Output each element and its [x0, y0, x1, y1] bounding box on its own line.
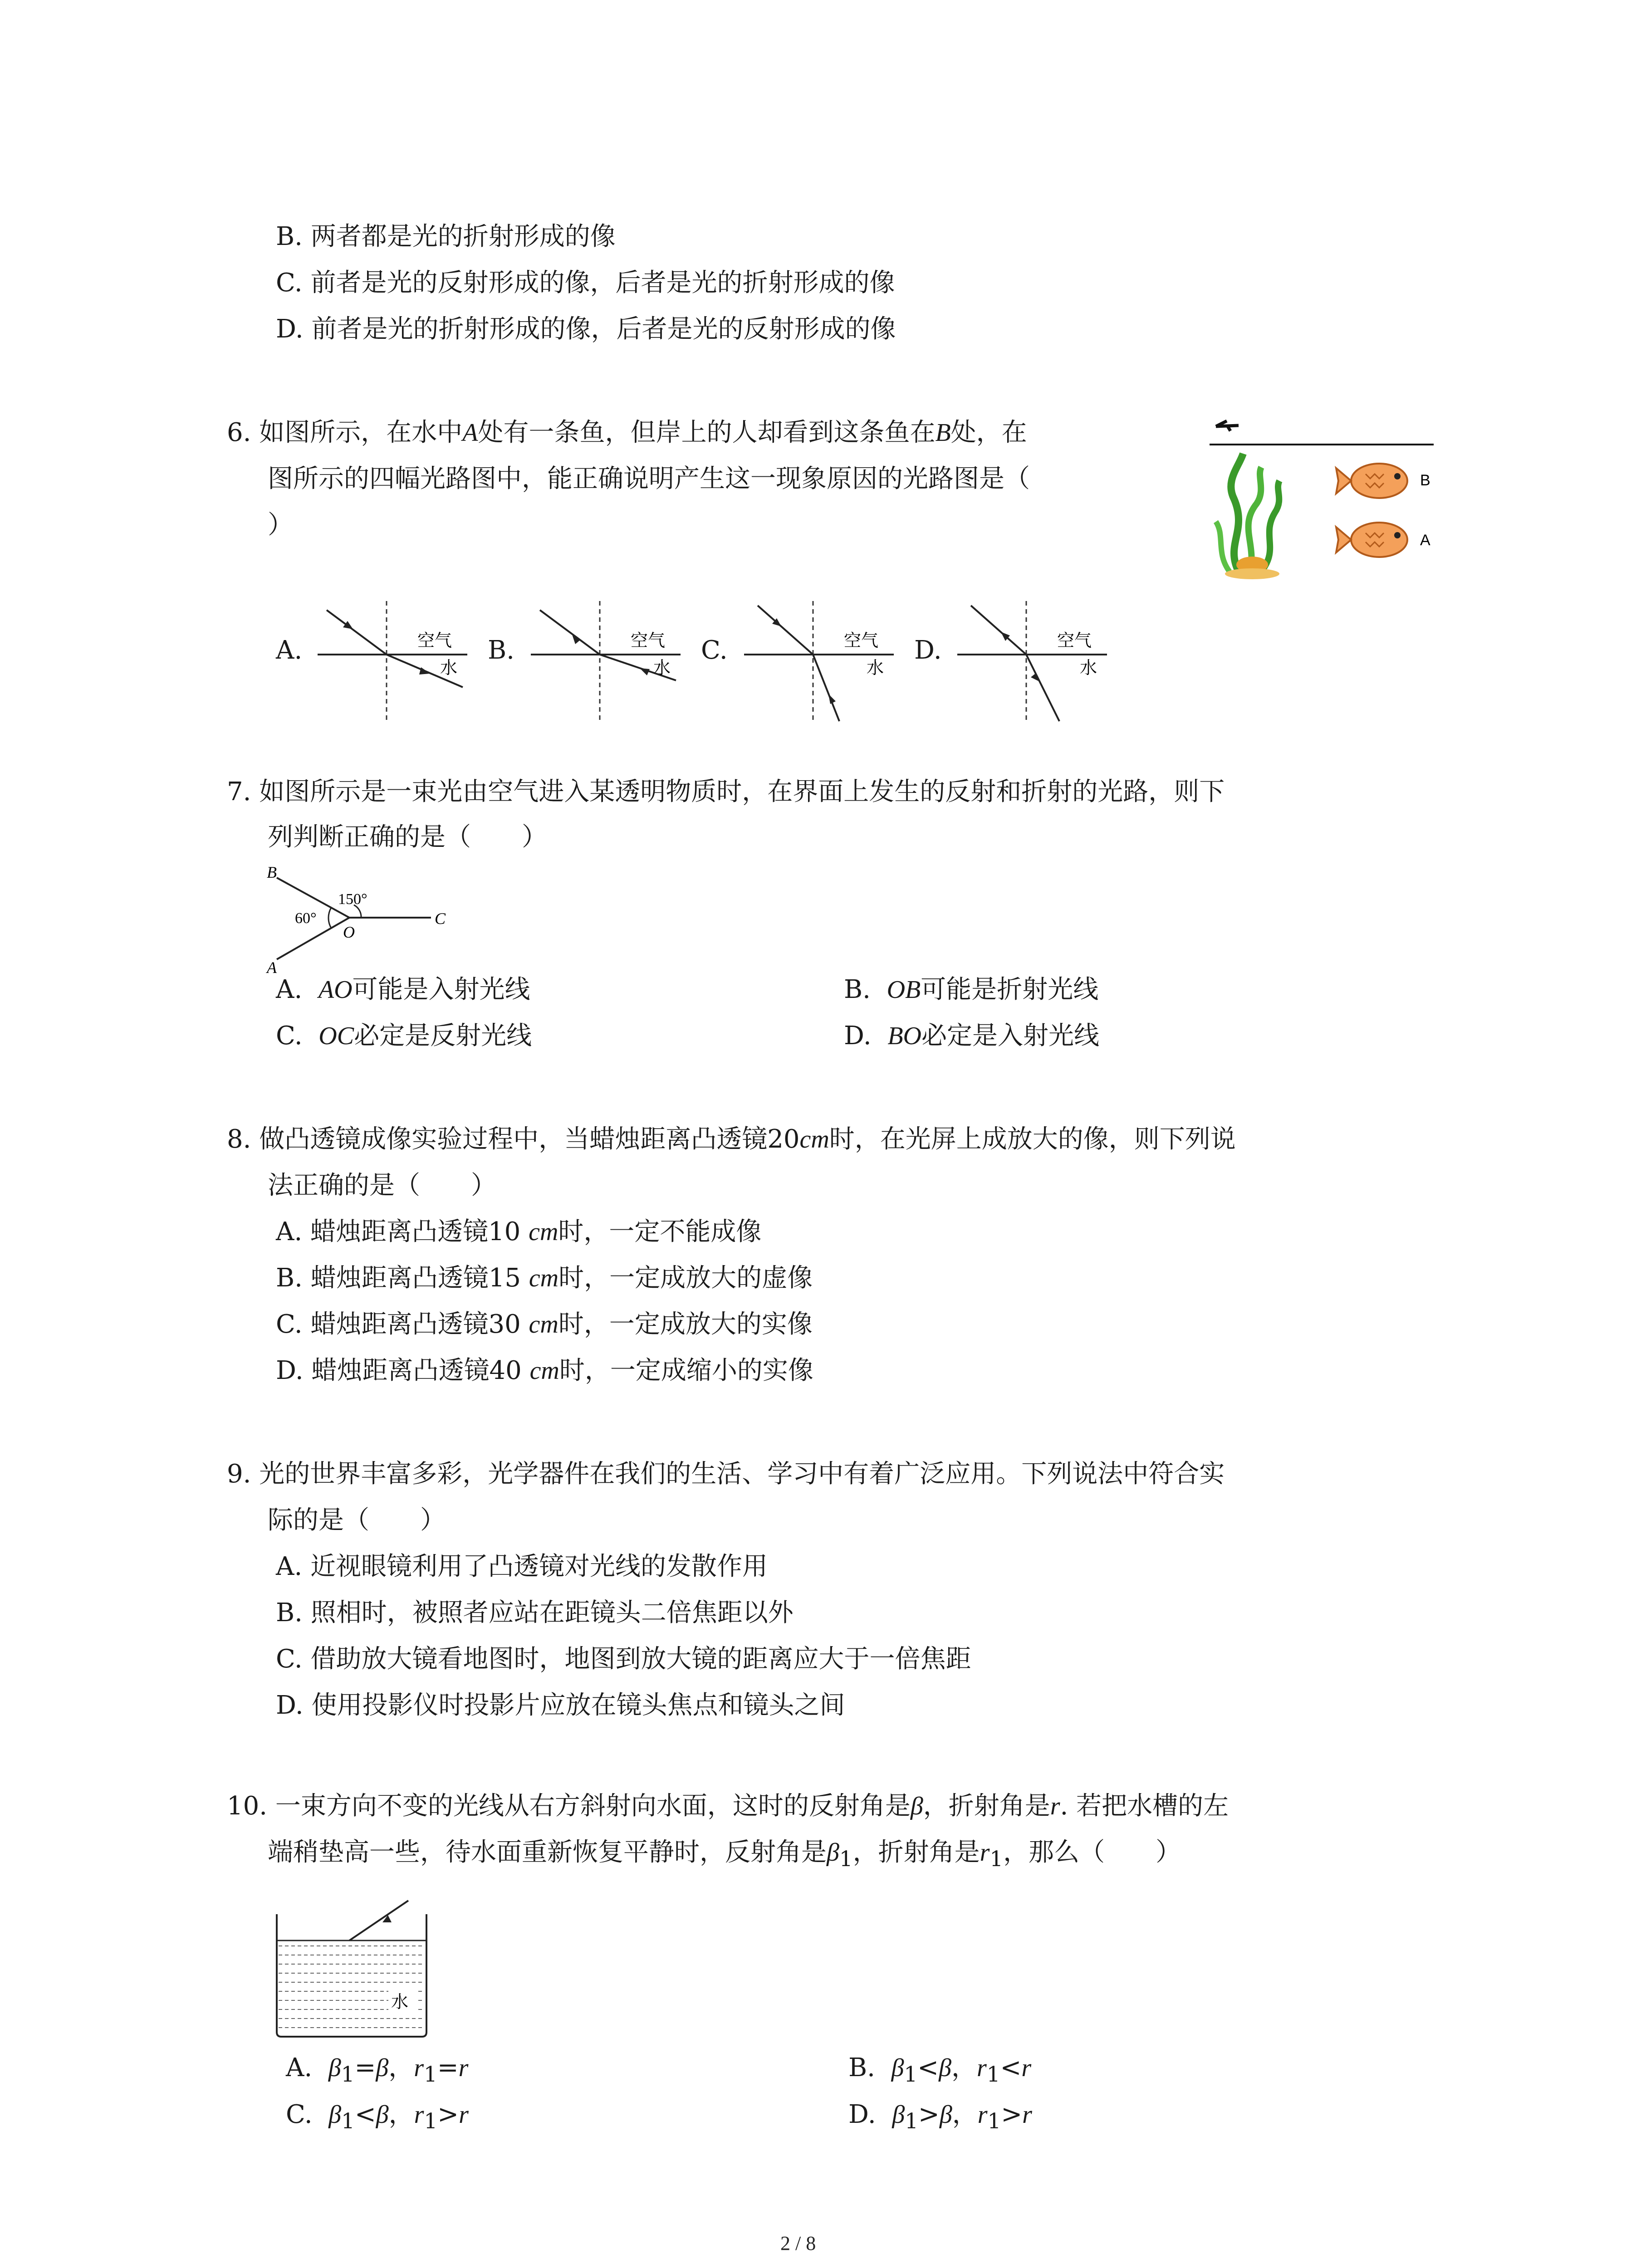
- svg-text:150°: 150°: [338, 891, 367, 908]
- fish-b-icon: [1336, 464, 1407, 498]
- svg-text:水: 水: [653, 658, 671, 678]
- q6-stem-line3: ）: [268, 510, 293, 540]
- q10-stem-line2: 端稍垫高一些，待水面重新恢复平静时，反射角是$\beta_1$，折射角是$r_1$，那么（ ）: [268, 1838, 1181, 1872]
- q6-option-c-diagram: [744, 601, 898, 723]
- svg-text:水: 水: [440, 658, 458, 678]
- q6-option-a-label: A.: [276, 635, 303, 665]
- q9-option-a: A. 近视眼镜利用了凸透镜对光线的发散作用: [276, 1552, 768, 1581]
- fish-scene-figure: [1207, 399, 1452, 594]
- svg-text:O: O: [343, 923, 355, 941]
- q10-option-b: B. $\beta_1<\beta$，$r_1<r$: [848, 2053, 1032, 2087]
- page-number: 2 / 8: [780, 2232, 816, 2254]
- q10-option-d: D. $\beta_1>\beta$，$r_1>r$: [848, 2100, 1032, 2134]
- q7-stem-line1: 7. 如图所示是一束光由空气进入某透明物质时，在界面上发生的反射和折射的光路，则下: [227, 777, 1225, 807]
- q8-option-b: B. 蜡烛距离凸透镜15 cm时，一定成放大的虚像: [276, 1263, 813, 1293]
- svg-text:A: A: [267, 958, 277, 977]
- q5-option-d: D. 前者是光的折射形成的像，后者是光的反射形成的像: [276, 314, 896, 344]
- svg-text:水: 水: [391, 1992, 409, 2012]
- q9-option-b: B. 照相时，被照者应站在距镜头二倍焦距以外: [276, 1598, 794, 1628]
- q8-option-c: C. 蜡烛距离凸透镜30 cm时，一定成放大的实像: [276, 1310, 813, 1339]
- svg-text:水: 水: [867, 658, 884, 678]
- svg-text:水: 水: [1080, 658, 1097, 678]
- fish-a-icon: [1336, 523, 1407, 557]
- q8-stem-line2: 法正确的是（ ）: [268, 1171, 496, 1200]
- q10-stem-line1: 10. 一束方向不变的光线从右方斜射向水面，这时的反射角是β，折射角是r. 若把水槽的左: [227, 1791, 1229, 1821]
- q10-option-c: C. $\beta_1<\beta$，$r_1>r$: [286, 2100, 469, 2134]
- fish-a-label: A: [1420, 532, 1430, 549]
- q8-stem-line1: 8. 做凸透镜成像实验过程中，当蜡烛距离凸透镜20cm时，在光屏上成放大的像，则下列说: [227, 1124, 1236, 1154]
- eye-icon: [1216, 421, 1239, 431]
- q9-stem-line1: 9. 光的世界丰富多彩，光学器件在我们的生活、学习中有着广泛应用。下列说法中符合实: [227, 1459, 1225, 1489]
- fish-b-label: B: [1420, 472, 1430, 489]
- q6-option-c-label: C.: [701, 635, 728, 665]
- svg-text:60°: 60°: [295, 910, 317, 927]
- svg-text:空气: 空气: [844, 631, 879, 650]
- q7-option-a: A. AO可能是入射光线: [276, 975, 530, 1004]
- seaweed-icon: [1216, 454, 1279, 579]
- q5-option-b: B. 两者都是光的折射形成的像: [276, 222, 616, 251]
- q9-stem-line2: 际的是（ ）: [268, 1505, 446, 1535]
- q7-option-c: C. OC必定是反射光线: [276, 1021, 532, 1051]
- q7-angle-diagram: [259, 860, 458, 978]
- q9-option-d: D. 使用投影仪时投影片应放在镜头焦点和镜头之间: [276, 1691, 845, 1720]
- q6-option-a-diagram: [318, 601, 472, 723]
- q7-option-b: B. OB可能是折射光线: [844, 975, 1099, 1004]
- q8-option-d: D. 蜡烛距离凸透镜40 cm时，一定成缩小的实像: [276, 1356, 813, 1385]
- water-tank-figure: [272, 1896, 436, 2041]
- svg-text:C: C: [435, 909, 446, 928]
- q7-stem-line2: 列判断正确的是（ ）: [268, 822, 547, 852]
- q6-option-b-diagram: [531, 601, 685, 723]
- q8-option-a: A. 蜡烛距离凸透镜10 cm时，一定不能成像: [276, 1217, 762, 1246]
- q6-option-d-label: D.: [914, 635, 942, 665]
- q7-option-d: D. BO必定是入射光线: [844, 1021, 1099, 1051]
- q9-option-c: C. 借助放大镜看地图时，地图到放大镜的距离应大于一倍焦距: [276, 1644, 971, 1674]
- q6-stem-line1: 6. 如图所示，在水中A处有一条鱼，但岸上的人却看到这条鱼在B处，在: [227, 418, 1027, 447]
- q6-option-d-diagram: [957, 601, 1112, 723]
- svg-text:空气: 空气: [631, 631, 666, 650]
- q6-stem-line2: 图所示的四幅光路图中，能正确说明产生这一现象原因的光路图是（: [268, 464, 1030, 494]
- svg-text:B: B: [267, 863, 277, 881]
- q10-option-a: A. $\beta_1=\beta$，$r_1=r$: [286, 2053, 469, 2087]
- q6-option-b-label: B.: [488, 635, 514, 665]
- q5-option-c: C. 前者是光的反射形成的像，后者是光的折射形成的像: [276, 268, 895, 298]
- svg-text:空气: 空气: [417, 631, 452, 650]
- svg-text:空气: 空气: [1057, 631, 1092, 650]
